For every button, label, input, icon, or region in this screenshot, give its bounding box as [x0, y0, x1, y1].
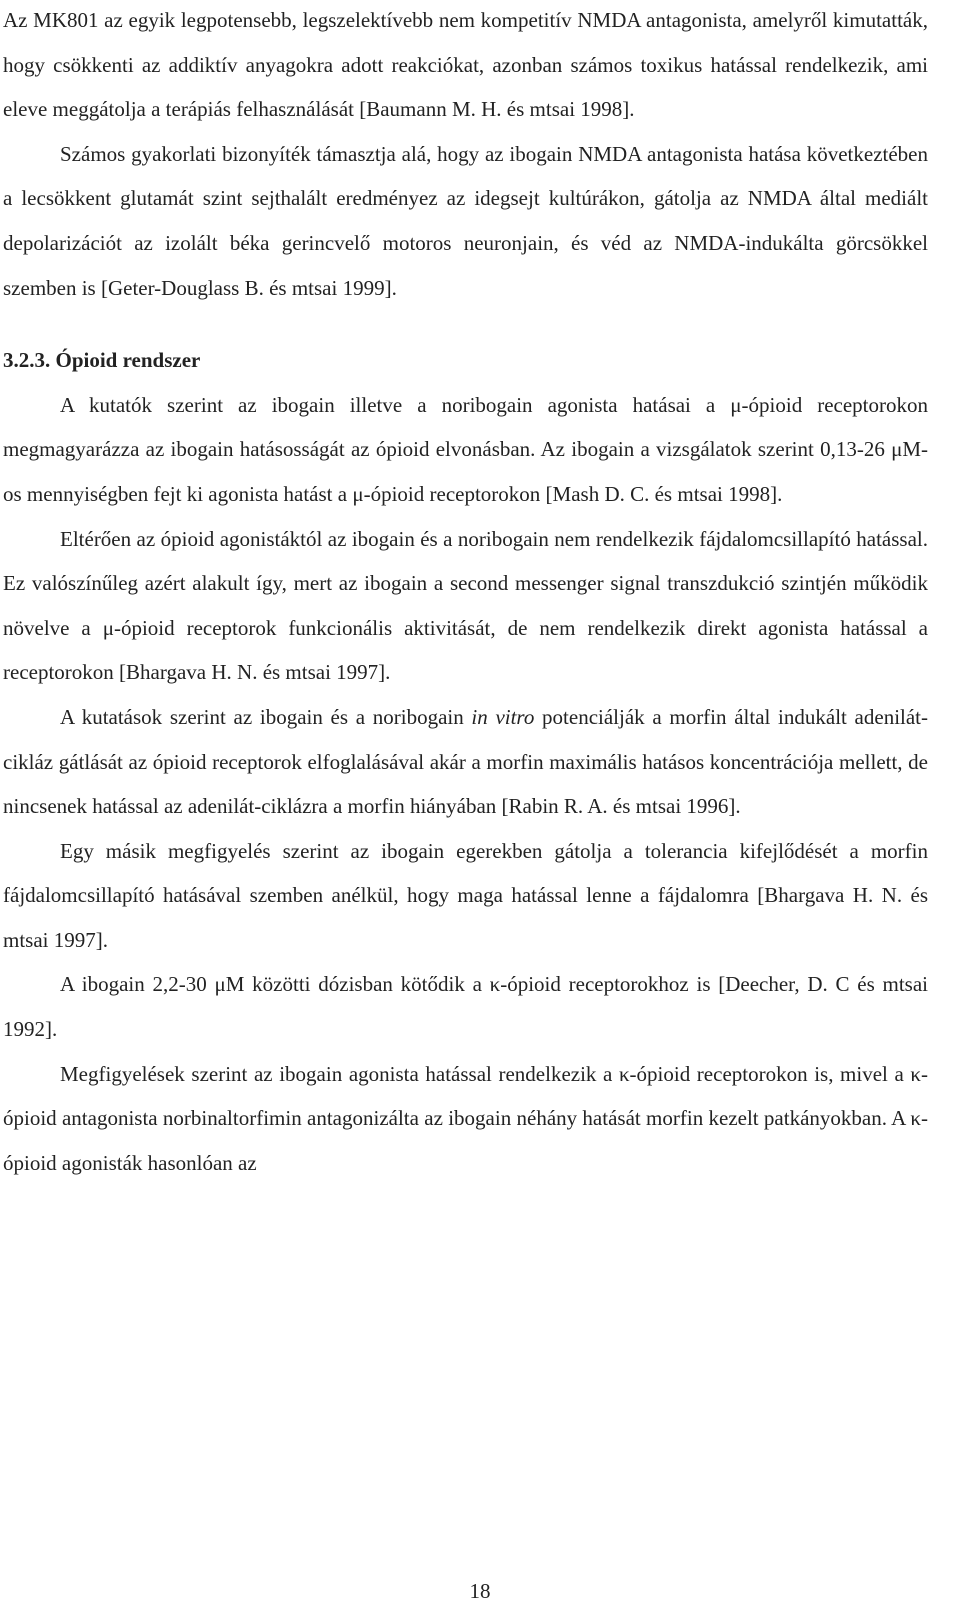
paragraph-nmda-evidence: Számos gyakorlati bizonyíték támasztja alá, hogy az ibogain NMDA antagonista hatása következtében a lecsökkent glutamát szint sejthalált eredményez az idegsejt kultúrákon, gátolja az NMDA által mediált depolarizációt az izolált béka gerincvelő motoros neuronjain, és véd az NMDA-indukálta görcsökkel szemben is [Geter-Douglass B. és mtsai 1999].: [3, 141, 928, 300]
paragraph-in-vitro-start: A kutatások szerint az ibogain és a noribogain: [60, 704, 472, 729]
italic-in-vitro: in vitro: [471, 704, 535, 729]
page-number: 18: [469, 1579, 491, 1603]
paragraph-kappa-binding: A ibogain 2,2-30 μM közötti dózisban kötődik a κ-ópioid receptorokhoz is [Deecher, D. C és mtsai 1992].: [3, 972, 928, 1042]
paragraph-analgesic-effect: Eltérően az ópioid agonistáktól az ibogain és a noribogain nem rendelkezik fájdalomcsillapító hatással. Ez valószínűleg azért alakult így, mert az ibogain a second messenger signal transzdukció szintjén működik növelve a μ-ópioid receptorok funkcionális aktivitását, de nem rendelkezik direkt agonista hatással a receptorokon [Bhargava H. N. és mtsai 1997].: [3, 526, 928, 685]
paragraph-in-vitro-end: potenciálják a morfin által indukált adenilát-cikláz gátlását az ópioid receptorok elfoglalásával akár a morfin maximális hatásos koncentrációja mellett, de nincsenek hatással az adenilát-ciklázra a morfin hiányában [Rabin R. A. és mtsai 1996].: [3, 704, 929, 819]
paragraph-kappa-agonist: Megfigyelések szerint az ibogain agonista hatással rendelkezik a κ-ópioid receptorokon is, mivel a κ-ópioid antagonista norbinaltorfimin antagonizálta az ibogain néhány hatását morfin kezelt patkányokban. A κ-ópioid agonisták hasonlóan az: [3, 1061, 928, 1175]
section-heading: 3.2.3. Ópioid rendszer: [3, 348, 201, 373]
document-body: [3, 0, 928, 1185]
paragraph-mu-opioid-agonist: A kutatók szerint az ibogain illetve a noribogain agonista hatásai a μ-ópioid receptorokon megmagyarázza az ibogain hatásosságát az ópioid elvonásban. Az ibogain a vizsgálatok szerint 0,13-26 μM-os mennyiségben fejt ki agonista hatást a μ-ópioid receptorokon [Mash D. C. és mtsai 1998].: [3, 392, 928, 506]
paragraph-in-vitro: [3, 695, 928, 829]
paragraph-mk801: Az MK801 az egyik legpotensebb, legszelektívebb nem kompetitív NMDA antagonista, amelyről kimutatták, hogy csökkenti az addiktív anyagokra adott reakciókat, azonban számos toxikus hatással rendelkezik, ami eleve meggátolja a terápiás felhasználását [Baumann M. H. és mtsai 1998].: [3, 8, 928, 122]
paragraph-tolerance: Egy másik megfigyelés szerint az ibogain egerekben gátolja a tolerancia kifejlődését a morfin fájdalomcsillapító hatásával szemben anélkül, hogy maga hatással lenne a fájdalomra [Bhargava H. N. és mtsai 1997].: [3, 838, 928, 952]
